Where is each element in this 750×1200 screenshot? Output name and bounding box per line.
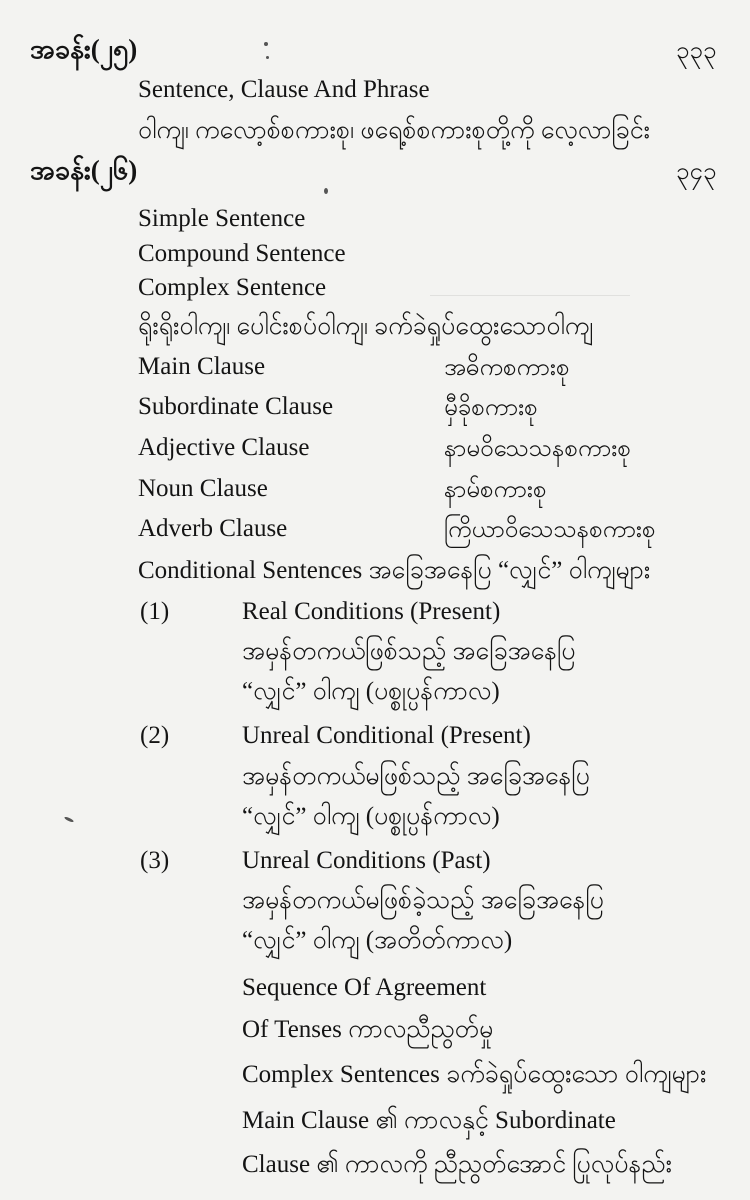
tail-sequence-of-agreement: Sequence Of Agreement: [242, 974, 487, 1001]
chapter-page-number-25: ၃၃၃: [676, 38, 717, 64]
tail-main-clause: Main Clause ၏ ကာလနှင့် Subordinate: [242, 1107, 616, 1134]
clause-en-adjective: Adjective Clause: [138, 434, 310, 461]
clause-en-subordinate: Subordinate Clause: [138, 393, 334, 420]
clause-en-main: Main Clause: [138, 353, 266, 380]
condition-desc1-3: အမှန်တကယ်မဖြစ်ခဲ့သည့် အခြေအနေပြ: [242, 887, 604, 914]
chapter-title-mm-25: ဝါကျ၊ ကလော့စ်စကားစု၊ ဖရေ့စ်စကားစုတို့ကို လေ့လာခြင်း: [138, 117, 650, 144]
condition-title-3: Unreal Conditions (Past): [242, 847, 491, 874]
conditional-sentences-intro: Conditional Sentences အခြေအနေပြ “လျှင်” ဝါကျများ: [138, 557, 651, 584]
faint-rule: [430, 295, 630, 296]
clause-mm-subordinate: မှီခိုစကားစု: [444, 395, 538, 421]
condition-title-2: Unreal Conditional (Present): [242, 722, 531, 749]
condition-desc1-1: အမှန်တကယ်ဖြစ်သည့် အခြေအနေပြ: [242, 638, 576, 665]
scan-speck: [324, 188, 328, 194]
chapter-heading-26: အခန်း(၂၆): [30, 155, 138, 185]
condition-number-1: (1): [140, 598, 170, 625]
scan-speck: [266, 56, 269, 59]
chapter-page-number-26: ၃၄၃: [676, 159, 717, 185]
clause-en-noun: Noun Clause: [138, 475, 268, 502]
tail-complex-sentences: Complex Sentences ခက်ခဲရှုပ်ထွေးသော ဝါကျများ: [242, 1061, 707, 1088]
chapter-heading-25: အခန်း(၂၅): [30, 34, 138, 64]
condition-desc2-1: “လျှင်” ဝါကျ (ပစ္စုပ္ပန်ကာလ): [242, 678, 500, 705]
condition-desc1-2: အမှန်တကယ်မဖြစ်သည့် အခြေအနေပြ: [242, 763, 590, 790]
condition-number-2: (2): [140, 722, 170, 749]
condition-desc2-3: “လျှင်” ဝါကျ (အတိတ်ကာလ): [242, 927, 513, 954]
topic-simple-sentence: Simple Sentence: [138, 205, 306, 232]
topic-complex-sentence: Complex Sentence: [138, 274, 327, 301]
scan-speck: [264, 42, 268, 46]
clause-en-adverb: Adverb Clause: [138, 515, 288, 542]
clause-mm-main: အဓိကစကားစု: [444, 355, 570, 381]
chapter-title-en-25: Sentence, Clause And Phrase: [138, 76, 430, 103]
scan-speck: [64, 816, 74, 823]
condition-desc2-2: “လျှင်” ဝါကျ (ပစ္စုပ္ပန်ကာလ): [242, 803, 500, 830]
condition-number-3: (3): [140, 847, 170, 874]
clause-mm-adjective: နာမဝိသေသနစကားစု: [444, 436, 631, 462]
topic-compound-sentence: Compound Sentence: [138, 240, 346, 267]
condition-title-1: Real Conditions (Present): [242, 598, 501, 625]
tail-of-tenses: Of Tenses ကာလညီညွတ်မှု: [242, 1016, 494, 1043]
clause-mm-adverb: ကြိယာဝိသေသနစကားစု: [444, 517, 656, 543]
tail-clause-agreement: Clause ၏ ကာလကို ညီညွတ်အောင် ပြုလုပ်နည်း: [242, 1151, 672, 1178]
clause-mm-noun: နာမ်စကားစု: [444, 477, 547, 503]
topic-sentence-types-mm: ရိုးရိုးဝါကျ၊ ပေါင်းစပ်ဝါကျ၊ ခက်ခဲရှုပ်ထွေးသောဝါကျ: [138, 313, 594, 340]
